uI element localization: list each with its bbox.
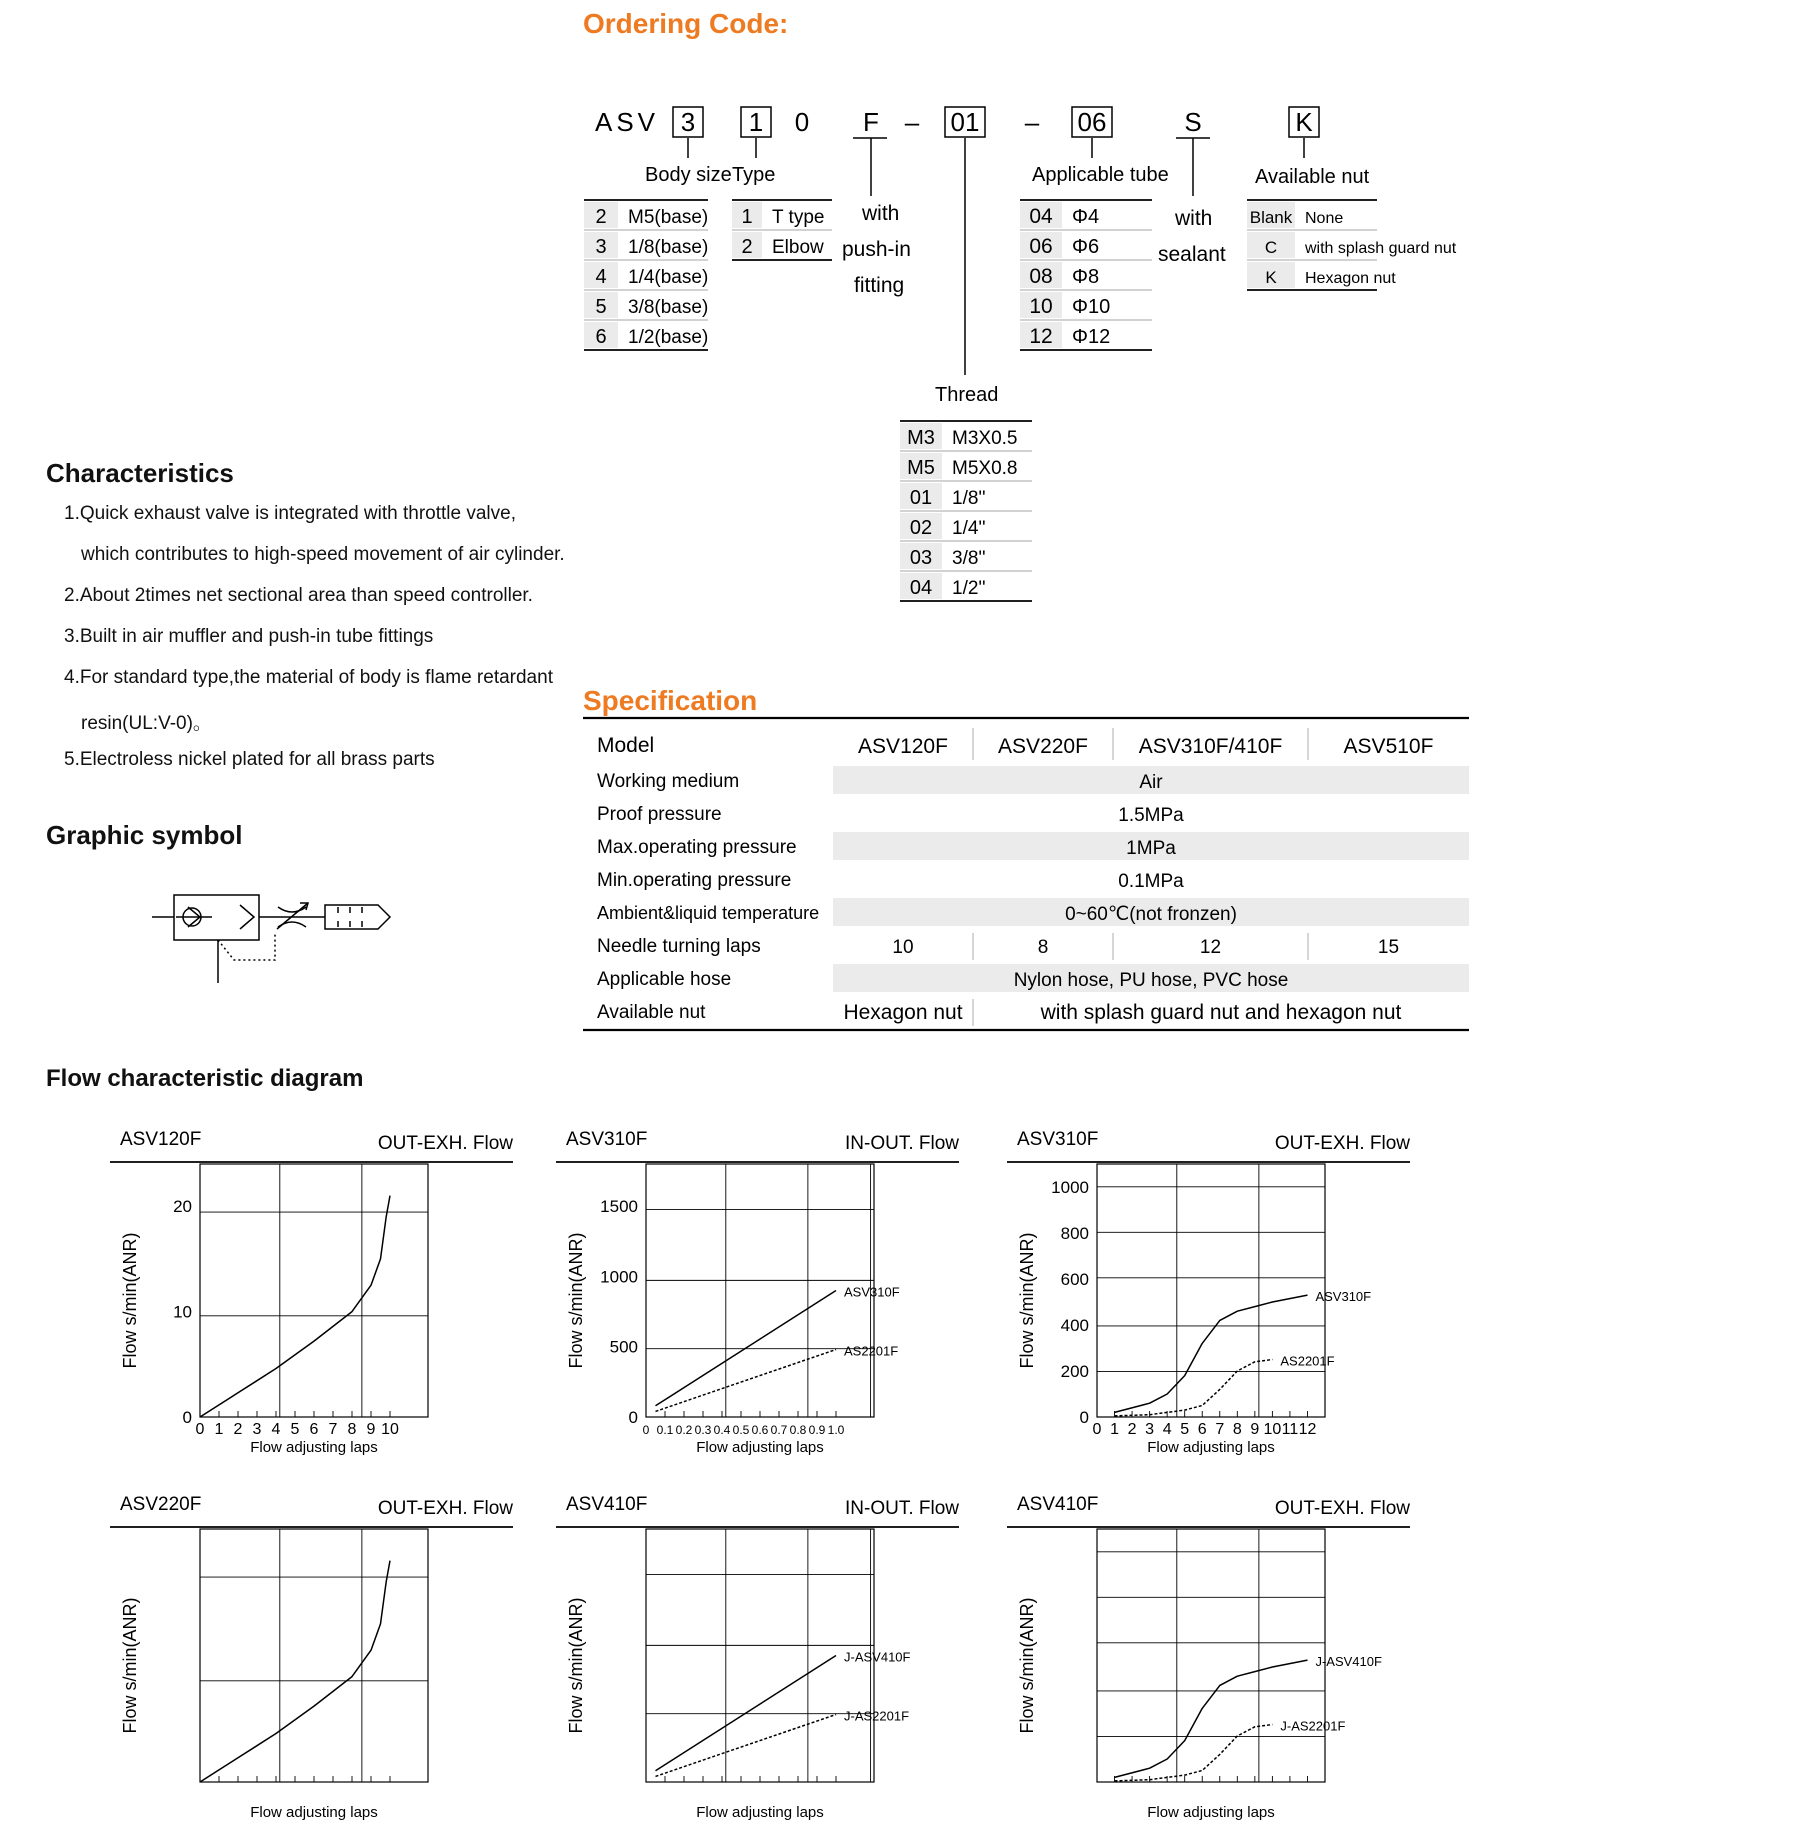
chart-subtitle: OUT-EXH. Flow [377, 1133, 513, 1154]
body-size-table-code: 3 [595, 236, 607, 258]
x-tick-label: 1 [214, 1421, 224, 1438]
chart-title: ASV410F [566, 1494, 648, 1515]
spec-cell: Hexagon nut [843, 1001, 963, 1024]
spec-cell: 12 [1199, 937, 1222, 958]
code-char: S [1184, 107, 1202, 137]
series-label: J-AS2201F [1280, 1718, 1346, 1734]
series-label: J-ASV410F [1315, 1654, 1382, 1670]
tube-table-code: 10 [1029, 295, 1053, 318]
x-tick-label: 3 [252, 1421, 262, 1438]
x-tick-label: 0.4 [713, 1423, 731, 1437]
thread-table-code: M5 [907, 457, 935, 479]
body-size-table-code: 4 [595, 266, 607, 288]
characteristics-title: Characteristics [46, 458, 234, 488]
body-size-table-code: 2 [595, 206, 607, 228]
x-tick-label: 0.9 [808, 1423, 826, 1437]
x-tick-label: 0.7 [770, 1423, 788, 1437]
tube-table-code: 12 [1029, 325, 1053, 348]
plot-frame [646, 1164, 874, 1417]
available-nut-label: Available nut [1255, 166, 1370, 188]
spec-cell: 15 [1377, 937, 1400, 958]
y-tick-label: 600 [1060, 1270, 1089, 1289]
thread-table [900, 421, 1032, 601]
x-tick-label: 2 [1127, 1421, 1137, 1438]
y-tick-label: 20 [173, 1197, 192, 1217]
plot-frame [200, 1164, 428, 1417]
spec-cell: Nylon hose, PU hose, PVC hose [1013, 970, 1289, 991]
body-size-table-value: M5(base) [628, 207, 709, 228]
x-tick-label: 0.1 [656, 1423, 674, 1437]
characteristic-line: 1.Quick exhaust valve is integrated with throttle valve, [64, 503, 517, 524]
graphic-symbol-title: Graphic symbol [46, 820, 243, 850]
series-line [1115, 1360, 1273, 1416]
x-axis-label: Flow adjusting laps [1147, 1439, 1275, 1456]
flow-title: Flow characteristic diagram [46, 1065, 364, 1092]
y-tick-label: 0 [628, 1408, 638, 1427]
y-tick-label: 500 [609, 1337, 638, 1357]
nut-table-code: Blank [1249, 208, 1293, 227]
thread-table-value: M5X0.8 [952, 458, 1018, 479]
type-table-value: Elbow [772, 237, 824, 258]
sealant-1: with [1175, 207, 1213, 230]
type-table [732, 200, 832, 260]
code-char: K [1295, 107, 1313, 137]
series-label: AS2201F [844, 1343, 899, 1359]
series-line [1115, 1660, 1308, 1777]
code-char: 3 [680, 107, 696, 137]
code-char: ASV [595, 107, 660, 137]
x-tick-label: 0.8 [789, 1423, 807, 1437]
pushin-1: with [862, 202, 900, 225]
series-line [656, 1350, 837, 1412]
ordering-diagram [580, 95, 1560, 635]
specification-title: Specification [583, 685, 758, 716]
series-line [656, 1715, 837, 1777]
tube-table-value: Φ8 [1072, 266, 1100, 288]
code-char: – [904, 107, 920, 137]
type-table-value: T type [772, 207, 825, 228]
series-line [1115, 1295, 1308, 1412]
characteristic-line: 4.For standard type,the material of body is flame retardant [64, 667, 553, 688]
specification-table [583, 716, 1473, 1036]
graphic-symbol [150, 885, 400, 985]
y-axis-label: Flow s/min(ANR) [566, 1232, 586, 1369]
characteristic-line: 5.Electroless nickel plated for all brass parts [64, 749, 435, 770]
x-axis-label: Flow adjusting laps [696, 1804, 824, 1821]
spec-model: ASV510F [1343, 735, 1434, 758]
flow-chart [554, 1120, 974, 1460]
thread-table-code: 04 [909, 577, 933, 599]
x-tick-label: 7 [328, 1421, 338, 1438]
x-tick-label: 0 [1092, 1421, 1102, 1438]
flow-chart [1005, 1485, 1425, 1825]
spec-cell: 8 [1037, 937, 1049, 958]
spec-row-label: Working medium [597, 771, 740, 792]
y-axis-label: Flow s/min(ANR) [566, 1597, 586, 1734]
plot-frame [200, 1529, 428, 1782]
x-tick-label: 10 [381, 1421, 399, 1438]
code-char: – [1024, 107, 1040, 137]
series-line [656, 1291, 837, 1406]
tube-table-value: Φ12 [1072, 326, 1111, 348]
thread-table-value: M3X0.5 [952, 428, 1018, 449]
ordering-title: Ordering Code: [583, 8, 789, 39]
nut-table-value: None [1305, 210, 1344, 227]
code-char: 01 [950, 107, 980, 137]
y-axis-label: Flow s/min(ANR) [1017, 1232, 1037, 1369]
y-tick-label: 200 [1060, 1362, 1089, 1381]
thread-table-value: 1/8'' [952, 488, 986, 509]
spec-model: ASV310F/410F [1138, 735, 1283, 758]
characteristic-line: 3.Built in air muffler and push-in tube fittings [64, 626, 434, 647]
body-size-table-code: 5 [595, 296, 607, 318]
chart-title: ASV310F [1017, 1129, 1099, 1150]
spec-cell: Air [1139, 772, 1163, 793]
body-size-table-value: 1/8(base) [628, 237, 709, 258]
x-tick-label: 6 [309, 1421, 319, 1438]
series-line [656, 1656, 837, 1771]
applicable-tube-label: Applicable tube [1032, 164, 1169, 186]
x-axis-label: Flow adjusting laps [250, 1804, 378, 1821]
x-tick-label: 0.5 [732, 1423, 750, 1437]
thread-table-code: M3 [907, 427, 935, 449]
pushin-3: fitting [854, 274, 905, 297]
type-label: Type [732, 164, 776, 186]
nut-table-value: Hexagon nut [1305, 270, 1396, 287]
y-tick-label: 0 [1079, 1408, 1089, 1427]
code-char: F [863, 107, 879, 137]
chart-subtitle: IN-OUT. Flow [845, 1498, 959, 1519]
x-tick-label: 8 [347, 1421, 357, 1438]
spec-row-label: Min.operating pressure [597, 870, 792, 891]
code-char: 06 [1077, 107, 1107, 137]
series-label: J-AS2201F [844, 1708, 910, 1724]
chart-title: ASV410F [1017, 1494, 1099, 1515]
x-tick-label: 4 [271, 1421, 281, 1438]
x-tick-label: 1 [1110, 1421, 1119, 1438]
series-label: ASV310F [844, 1284, 900, 1300]
x-tick-label: 8 [1232, 1421, 1242, 1438]
spec-row-label: Ambient&liquid temperature [597, 903, 820, 923]
thread-table-code: 02 [909, 517, 933, 539]
tube-table-code: 08 [1029, 265, 1053, 288]
ordering-code-row [595, 107, 1319, 137]
x-tick-label: 0.3 [694, 1423, 712, 1437]
y-tick-label: 1000 [1051, 1178, 1089, 1197]
x-tick-label: 10 [1263, 1421, 1282, 1438]
series-label: AS2201F [1280, 1353, 1335, 1369]
body-size-table-value: 3/8(base) [628, 297, 709, 318]
tube-table-value: Φ6 [1072, 236, 1100, 258]
y-tick-label: 10 [173, 1302, 192, 1322]
spec-cell: 1.5MPa [1118, 805, 1184, 826]
chart-subtitle: OUT-EXH. Flow [377, 1498, 513, 1519]
body-size-table-code: 6 [595, 326, 607, 348]
x-tick-label: 0.2 [675, 1423, 693, 1437]
nut-table-code: K [1265, 268, 1277, 287]
tube-table-code: 04 [1029, 205, 1053, 228]
x-tick-label: 12 [1298, 1421, 1317, 1438]
thread-table-value: 1/2'' [952, 578, 986, 599]
spec-cell: with splash guard nut and hexagon nut [1040, 1001, 1402, 1024]
x-tick-label: 0 [195, 1421, 205, 1438]
series-label: J-ASV410F [844, 1649, 911, 1665]
pushin-2: push-in [842, 238, 911, 261]
spec-cell: 10 [892, 937, 914, 958]
thread-table-code: 03 [909, 547, 933, 569]
y-axis-label: Flow s/min(ANR) [120, 1597, 140, 1734]
characteristic-line: which contributes to high-speed movement of air cylinder. [81, 544, 565, 565]
y-tick-label: 400 [1060, 1316, 1089, 1335]
thread-table-value: 1/4'' [952, 518, 986, 539]
plot-frame [1097, 1164, 1325, 1417]
series-line [1115, 1725, 1273, 1781]
thread-table-value: 3/8'' [952, 548, 986, 569]
body-size-label: Body size [645, 164, 732, 186]
flow-chart [108, 1485, 528, 1825]
spec-cell: 1MPa [1126, 838, 1176, 859]
series-label: ASV310F [1315, 1289, 1372, 1305]
characteristic-line: resin(UL:V-0)。 [81, 713, 212, 734]
code-char: 1 [748, 107, 764, 137]
spec-cell: 0.1MPa [1118, 871, 1184, 892]
x-tick-label: 9 [366, 1421, 376, 1438]
plot-frame [646, 1529, 874, 1782]
type-table-code: 2 [741, 236, 753, 258]
y-tick-label: 1500 [600, 1197, 638, 1217]
nut-table [1247, 200, 1457, 290]
chart-title: ASV220F [120, 1494, 202, 1515]
spec-row-label: Applicable hose [597, 969, 732, 990]
nut-table-code: C [1264, 238, 1278, 257]
chart-subtitle: OUT-EXH. Flow [1274, 1133, 1410, 1154]
y-axis-label: Flow s/min(ANR) [120, 1232, 140, 1369]
body-size-table-value: 1/4(base) [628, 267, 709, 288]
x-tick-label: 5 [290, 1421, 300, 1438]
chart-title: ASV120F [120, 1129, 202, 1150]
x-tick-label: 2 [233, 1421, 243, 1438]
x-tick-label: 3 [1145, 1421, 1155, 1438]
spec-row-label: Available nut [597, 1002, 706, 1023]
characteristic-line: 2.About 2times net sectional area than speed controller. [64, 585, 533, 606]
spec-model: ASV220F [998, 735, 1088, 758]
option-tables [584, 200, 1457, 601]
body-size-table [584, 200, 708, 350]
type-table-code: 1 [741, 206, 753, 228]
plot-frame [1097, 1529, 1325, 1782]
sealant-2: sealant [1158, 243, 1226, 266]
code-char: 0 [794, 107, 810, 137]
flow-chart [108, 1120, 528, 1460]
y-tick-label: 1000 [600, 1267, 638, 1287]
chart-subtitle: IN-OUT. Flow [845, 1133, 959, 1154]
tube-table-value: Φ4 [1072, 206, 1100, 228]
y-tick-label: 800 [1060, 1224, 1089, 1243]
x-tick-label: 6 [1197, 1421, 1207, 1438]
spec-row-label: Needle turning laps [597, 936, 761, 957]
spec-cell: 0~60℃(not fronzen) [1065, 904, 1237, 925]
tube-table [1020, 200, 1152, 350]
x-axis-label: Flow adjusting laps [250, 1439, 378, 1456]
flow-chart [554, 1485, 974, 1825]
y-tick-label: 0 [182, 1408, 192, 1427]
x-tick-label: 0 [642, 1423, 650, 1437]
spec-model: ASV120F [858, 735, 948, 758]
x-tick-label: 7 [1215, 1421, 1225, 1438]
body-size-table-value: 1/2(base) [628, 327, 709, 348]
thread-label: Thread [935, 384, 999, 406]
spec-model-label: Model [597, 734, 655, 757]
spec-row-label: Proof pressure [597, 804, 722, 825]
chart-title: ASV310F [566, 1129, 648, 1150]
tube-table-value: Φ10 [1072, 296, 1111, 318]
flow-chart [1005, 1120, 1425, 1460]
x-tick-label: 5 [1180, 1421, 1190, 1438]
x-tick-label: 1.0 [827, 1423, 845, 1437]
thread-table-code: 01 [909, 487, 933, 509]
x-axis-label: Flow adjusting laps [696, 1439, 824, 1456]
x-tick-label: 9 [1250, 1421, 1260, 1438]
x-tick-label: 4 [1162, 1421, 1172, 1438]
x-tick-label: 0.6 [751, 1423, 769, 1437]
spec-row-label: Max.operating pressure [597, 837, 797, 858]
x-axis-label: Flow adjusting laps [1147, 1804, 1275, 1821]
y-axis-label: Flow s/min(ANR) [1017, 1597, 1037, 1734]
nut-table-value: with splash guard nut [1305, 240, 1457, 257]
tube-table-code: 06 [1029, 235, 1053, 258]
x-tick-label: 11 [1281, 1421, 1299, 1438]
chart-subtitle: OUT-EXH. Flow [1274, 1498, 1410, 1519]
